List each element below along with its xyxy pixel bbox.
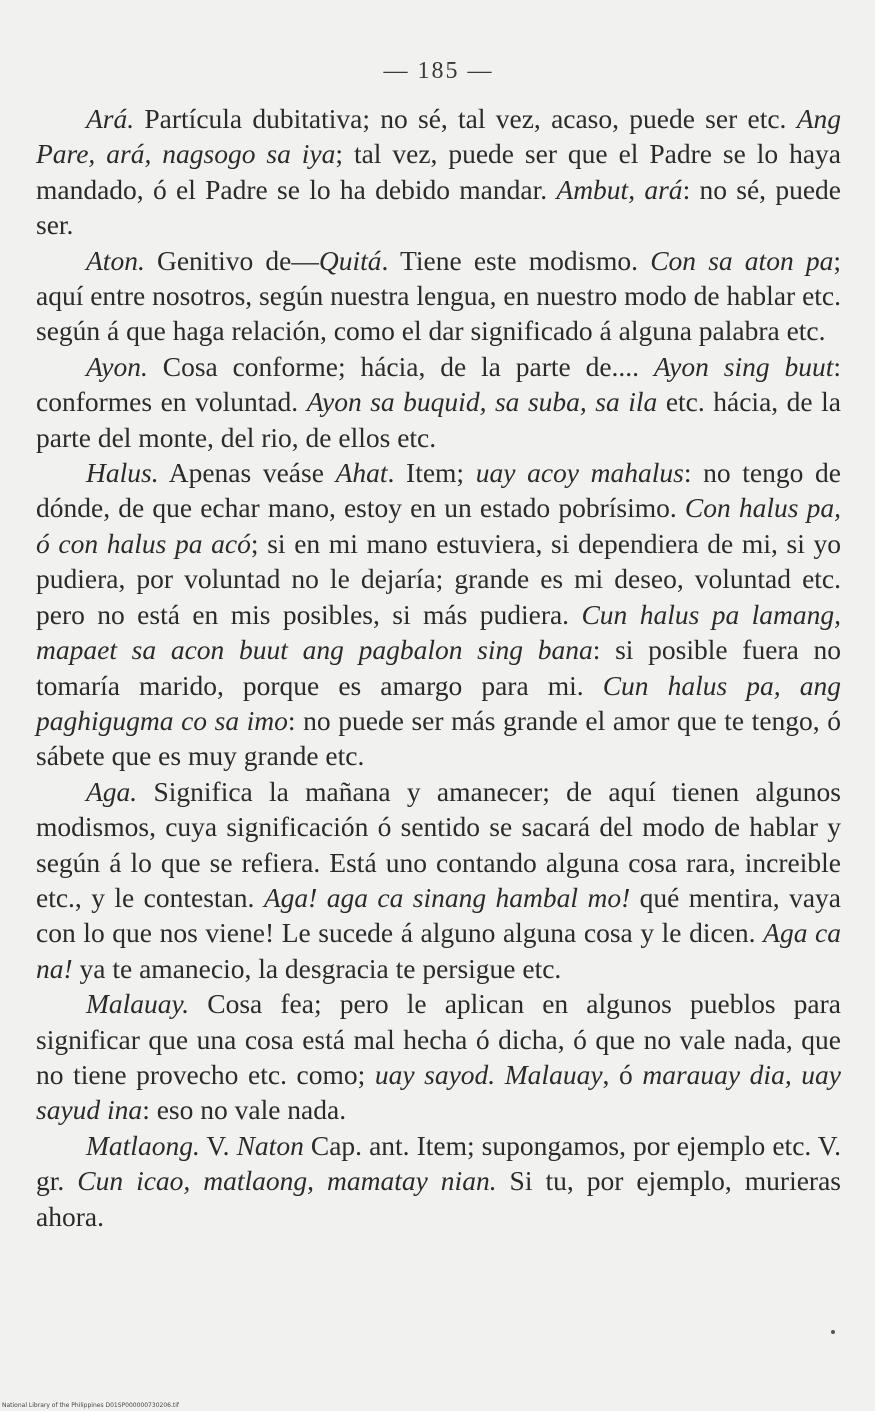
entry-example: uay sayod. Malauay xyxy=(374,1058,603,1090)
entry-text: ya te amanecio, la desgracia te persigue etc. xyxy=(72,952,562,984)
entry-text: V. xyxy=(199,1129,237,1161)
entry-text: Apenas veáse xyxy=(158,457,336,489)
entry-example: Cun halus pa lamang, mapaet sa acon buut ang pagbalon sing bana xyxy=(36,598,842,666)
entry-text: . Item; xyxy=(387,457,476,489)
entry-headword: Aga. xyxy=(86,775,138,807)
entry-example: Con halus pa, ó con halus pa acó xyxy=(36,492,841,559)
entry-text: ; si en mi mano estuviera, si dependiera de mi, si yo pudiera, por voluntad no le dejaría; grande es mi deseo, voluntad etc. pero no está en mis posibles, si más pudiera. xyxy=(36,527,841,630)
entry-text: : no puede ser más grande el amor que te tengo, ó sábete que es muy grande etc. xyxy=(36,704,841,772)
entry-text: Si tu, por ejemplo, murieras ahora. xyxy=(36,1165,841,1232)
entry-example: Con sa aton pa xyxy=(650,244,834,276)
dictionary-body xyxy=(36,101,841,1234)
entry-text: : eso no vale nada. xyxy=(142,1094,347,1126)
entry-example: Cun icao, matlaong, mamatay nian. xyxy=(77,1165,497,1197)
entry-text: : no sé, puede ser. xyxy=(36,173,842,241)
ink-speck xyxy=(831,1330,835,1334)
entry-text: : no tengo de dónde, de que echar mano, estoy en un estado pobrísimo. xyxy=(36,457,841,524)
dictionary-entry xyxy=(36,243,841,349)
entry-headword: Ará. xyxy=(86,103,135,134)
dictionary-entry xyxy=(36,101,841,243)
entry-text: : si posible fuera no tomaría marido, porque es amargo para mi. xyxy=(36,634,841,701)
entry-example: marauay dia, uay sayud ina xyxy=(36,1058,841,1126)
entry-text: ; aquí entre nosotros, según nuestra lengua, en nuestro modo de hablar etc. según á que haga relación, como el dar significado á alguna palabra etc. xyxy=(36,244,842,347)
entry-headword: Aton. xyxy=(86,244,145,276)
entry-text: : conformes en voluntad. xyxy=(36,350,841,418)
entry-text: ; tal vez, puede ser que el Padre se lo haya mandado, ó el Padre se lo ha debido mandar. xyxy=(36,138,841,205)
entry-example: Cun halus pa, ang paghigugma co sa imo xyxy=(36,669,841,736)
entry-example: Quitá xyxy=(318,244,382,276)
entry-text: Genitivo de— xyxy=(144,244,319,276)
entry-example: Aga ca na! xyxy=(36,917,841,984)
entry-text: Significa la mañana y amanecer; de aquí tienen algunos modismos, cuya significación ó sentido se sacará del modo de hablar y según á lo que se refiera. Está uno contando alguna cosa rara, increible etc., y le contestan. xyxy=(36,775,841,913)
entry-text: qué mentira, vaya con lo que nos viene! Le sucede á alguno alguna cosa y le dicen. xyxy=(36,881,841,949)
dictionary-entry xyxy=(36,455,841,774)
entry-text: Partícula dubitativa; no sé, tal vez, acaso, puede ser etc. xyxy=(134,103,797,134)
entry-text: . Tiene este modismo. xyxy=(381,244,651,276)
entry-text: , ó xyxy=(602,1058,643,1090)
entry-text: etc. hácia, de la parte del monte, del rio, de ellos etc. xyxy=(36,386,841,453)
entry-headword: Malauay. xyxy=(86,988,190,1020)
dictionary-entry xyxy=(36,986,841,1128)
dictionary-entry xyxy=(36,349,841,455)
entry-headword: Matlaong. xyxy=(86,1129,200,1161)
entry-example: Ayon sing buut xyxy=(653,350,834,382)
scan-footer: National Library of the Philippines D01SP000000730206.tif xyxy=(2,1402,180,1409)
entry-example: Naton xyxy=(236,1129,304,1161)
entry-text: Cosa fea; pero le aplican en algunos pueblos para significar que una cosa está mal hecha ó dicha, ó que no vale nada, que no tiene provecho etc. como; xyxy=(36,988,841,1090)
dictionary-entry xyxy=(36,1128,841,1234)
entry-text: Cap. ant. Item; supongamos, por ejemplo etc. V. gr. xyxy=(36,1129,841,1197)
entry-example: Ahat xyxy=(335,457,388,489)
entry-headword: Ayon. xyxy=(86,350,148,382)
page-number: — 185 — xyxy=(383,58,494,84)
entry-example: Ambut, ará xyxy=(556,173,683,205)
entry-example: Ayon sa buquid, sa suba, sa ila xyxy=(306,386,658,418)
entry-example: Ang Pare, ará, nagsogo sa iya xyxy=(36,103,841,170)
entry-headword: Halus. xyxy=(86,457,159,489)
dictionary-entry xyxy=(36,774,841,986)
entry-example: Aga! aga ca sinang hambal mo! xyxy=(263,881,631,913)
entry-example: uay acoy mahalus xyxy=(475,457,684,489)
entry-text: Cosa conforme; hácia, de la parte de.... xyxy=(147,350,654,382)
